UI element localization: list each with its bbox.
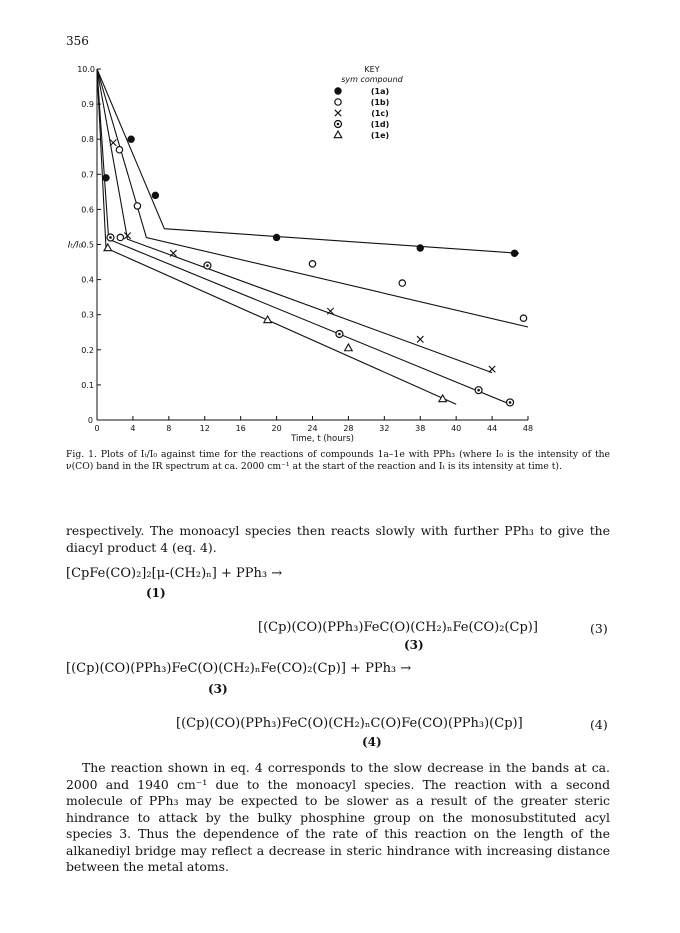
x-tick-label: 12 bbox=[199, 424, 210, 433]
paragraph-2: The reaction shown in eq. 4 corresponds to the slow decrease in the bands at ca. 2000 and 1940 cm⁻¹ due to the monoacyl species. The reaction with a second molecule of PPh₃ may be expected to be slower as a result of the greater steric hindrance to attack by the bulky phosphine group on the monosubstituted acyl species 3. Thus the dependence of the rate of this reaction on the length of the alkanediyl bridge may reflect a decrease in steric hindrance with increasing distance between the metal atoms. bbox=[66, 760, 610, 874]
y-tick-label: 0.3 bbox=[81, 310, 94, 320]
y-tick-label: 0.9 bbox=[81, 100, 94, 110]
series-2-line bbox=[97, 69, 528, 327]
series-2-point bbox=[399, 280, 405, 286]
x-tick-label: 38 bbox=[415, 424, 426, 433]
series-1-line bbox=[97, 69, 519, 253]
series-4-point-dot bbox=[109, 236, 112, 239]
series-3-point bbox=[110, 140, 116, 146]
series-1-point bbox=[128, 136, 134, 142]
legend-symbol bbox=[335, 99, 341, 105]
x-tick-label: 48 bbox=[522, 424, 534, 433]
x-tick-label: 8 bbox=[166, 424, 172, 433]
y-tick-label: 0.1 bbox=[81, 380, 94, 390]
equation-1-label: (1) bbox=[146, 586, 166, 600]
series-4-point-dot bbox=[206, 264, 209, 267]
series-4-point-dot bbox=[509, 401, 512, 404]
legend-header: sym compound bbox=[341, 75, 403, 84]
x-axis-label: Time, t (hours) bbox=[291, 434, 354, 444]
x-tick-label: 20 bbox=[271, 424, 282, 433]
series-2-point bbox=[309, 261, 315, 267]
y-tick-label: 10.0 bbox=[77, 65, 95, 74]
series-3-point bbox=[417, 336, 423, 342]
legend-symbol-dot bbox=[337, 123, 340, 126]
y-tick-label: 0 bbox=[87, 416, 93, 425]
equation-3-right: [(Cp)(CO)(PPh₃)FeC(O)(CH₂)ₙFe(CO)₂(Cp)] bbox=[258, 620, 538, 635]
series-2-point bbox=[116, 147, 122, 153]
series-3-line bbox=[97, 69, 492, 373]
x-tick-label: 28 bbox=[343, 424, 354, 433]
series-4-point-dot bbox=[477, 389, 480, 392]
series-5-point bbox=[104, 244, 112, 251]
legend-title: KEY bbox=[364, 65, 380, 74]
series-4-point-dot bbox=[338, 333, 341, 336]
series-1-point bbox=[511, 250, 517, 256]
figure-chart bbox=[0, 0, 680, 450]
x-tick-label: 32 bbox=[379, 424, 390, 433]
series-5-point bbox=[345, 344, 353, 351]
x-tick-label: 44 bbox=[486, 424, 498, 433]
y-tick-label: 0.5 bbox=[81, 240, 94, 250]
equation-4-right: [(Cp)(CO)(PPh₃)FeC(O)(CH₂)ₙC(O)Fe(CO)(PPh₃)(Cp)] bbox=[176, 716, 523, 731]
equation-1-left: [CpFe(CO)₂]₂[μ-(CH₂)ₙ] + PPh₃ → bbox=[66, 566, 283, 581]
series-2-point bbox=[520, 315, 526, 321]
legend-symbol bbox=[335, 88, 341, 94]
equation-4-number: (4) bbox=[590, 717, 608, 732]
series-2-point bbox=[134, 203, 140, 209]
y-tick-label: 0.4 bbox=[81, 275, 94, 285]
legend-entry-label: (1a) bbox=[370, 87, 390, 96]
series-2-point bbox=[117, 234, 123, 240]
page-number: 356 bbox=[66, 34, 89, 48]
x-tick-label: 24 bbox=[307, 424, 318, 433]
series-3-point bbox=[489, 366, 495, 372]
equation-3-number: (3) bbox=[590, 621, 608, 636]
equation-4-left: [(Cp)(CO)(PPh₃)FeC(O)(CH₂)ₙFe(CO)₂(Cp)] + PPh₃ → bbox=[66, 661, 412, 676]
legend-symbol bbox=[334, 131, 342, 138]
series-1-point bbox=[273, 234, 279, 240]
y-tick-label: 0.6 bbox=[81, 205, 94, 215]
legend-entry-label: (1e) bbox=[370, 131, 390, 140]
figure-caption: Fig. 1. Plots of Iₜ/I₀ against time for the reactions of compounds 1a–1e with PPh₃ (where I₀ is the intensity of the ν(CO) band in the IR spectrum at ca. 2000 cm⁻¹ at the start of the reaction and Iₜ is its intensity at time t). bbox=[66, 449, 610, 472]
equation-3-label: (3) bbox=[404, 638, 424, 652]
equation-4-left-label: (3) bbox=[208, 682, 228, 696]
y-tick-label: 0.8 bbox=[81, 135, 94, 145]
paragraph-1: respectively. The monoacyl species then reacts slowly with further PPh₃ to give the diacyl product 4 (eq. 4). bbox=[66, 523, 610, 555]
equation-4-label: (4) bbox=[362, 735, 382, 749]
y-axis-label: Iₜ/I₀ bbox=[67, 240, 83, 251]
y-tick-label: 0.7 bbox=[81, 170, 94, 180]
series-4-line bbox=[97, 69, 510, 404]
x-tick-label: 40 bbox=[451, 424, 462, 433]
series-1-point bbox=[152, 192, 158, 198]
x-tick-label: 16 bbox=[235, 424, 246, 433]
x-tick-label: 0 bbox=[94, 424, 100, 433]
series-5-point bbox=[439, 395, 447, 402]
x-tick-label: 4 bbox=[130, 424, 136, 433]
series-1-point bbox=[417, 245, 423, 251]
legend-entry-label: (1c) bbox=[371, 109, 389, 118]
legend-symbol bbox=[335, 110, 341, 116]
y-tick-label: 0.2 bbox=[81, 345, 94, 355]
legend-entry-label: (1b) bbox=[370, 98, 390, 107]
series-1-point bbox=[103, 175, 109, 181]
legend-entry-label: (1d) bbox=[370, 120, 390, 129]
